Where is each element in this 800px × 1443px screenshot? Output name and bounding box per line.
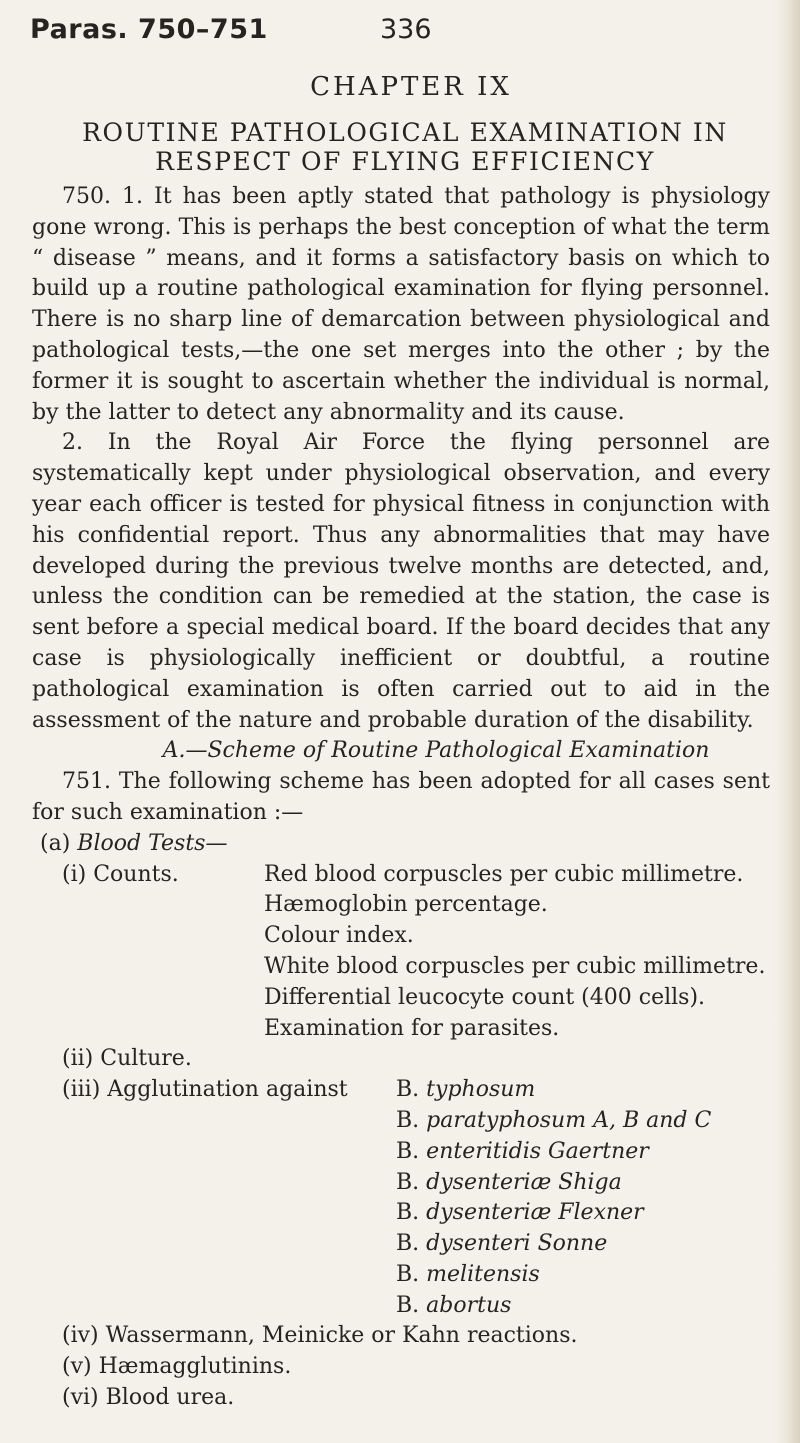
organism: enteritidis Gaertner <box>426 1138 649 1164</box>
list-item: Colour index. <box>264 923 414 949</box>
organism: dysenteriæ Flexner <box>426 1200 644 1226</box>
organism: paratyphosum A, B and C <box>426 1107 712 1133</box>
list-item: (vi) Blood urea. <box>62 1385 235 1411</box>
paragraph-750-2: 2. In the Royal Air Force the flying personnel are systematically kept under physiological observation, and every year each officer is tested for physical fitness in conjunction with his confidential report. Thus any abnormalities that may have developed during the previous twelve months are detected, and, unless the condition can be remedied at the station, the case is sent before a special medical board. If the board decides that any case is physiologically inefficient or doubtful, a routine pathological examination is often carried out to aid in the assessment of the nature and probable duration of the disability. <box>32 430 770 733</box>
genus-prefix: B. <box>396 1077 420 1103</box>
section-heading: A.—Scheme of Routine Pathological Examination <box>162 738 710 764</box>
organism: abortus <box>426 1292 512 1318</box>
blood-tests-title: Blood Tests— <box>77 830 228 856</box>
list-item: White blood corpuscles per cubic millimetre. <box>264 953 766 979</box>
list-label: (a) <box>40 830 71 856</box>
list-item <box>396 1291 770 1322</box>
genus-prefix: B. <box>396 1200 420 1226</box>
blood-tests-heading <box>32 829 770 860</box>
list-item <box>396 1106 770 1137</box>
list-item: Red blood corpuscles per cubic millimetre. <box>264 861 744 887</box>
organism: melitensis <box>426 1261 540 1287</box>
genus-prefix: B. <box>396 1231 420 1257</box>
blood-tests-list <box>32 829 770 1414</box>
counts-items <box>264 860 770 1045</box>
list-item <box>396 1137 770 1168</box>
agglutination-group <box>32 1075 770 1321</box>
running-header <box>0 8 800 48</box>
body-text <box>32 182 770 1414</box>
agglutination-items <box>396 1075 770 1321</box>
list-item: Hæmoglobin percentage. <box>264 892 548 918</box>
chapter-title-line: ROUTINE PATHOLOGICAL EXAMINATION IN <box>82 118 728 147</box>
list-item <box>396 1229 770 1260</box>
list-item: Examination for parasites. <box>264 1015 560 1041</box>
organism: dysenteriæ Shiga <box>426 1169 622 1195</box>
list-item <box>396 1168 770 1199</box>
page-edge <box>774 0 800 1443</box>
list-item: (iv) Wassermann, Meinicke or Kahn reactions. <box>62 1323 578 1349</box>
list-item <box>396 1260 770 1291</box>
paragraph-750-1: 750. 1. It has been aptly stated that pathology is physiology gone wrong. This is perhaps the best conception of what the term “ disease ” means, and it forms a satisfactory basis on which to build up a routine pathological examination for flying personnel. There is no sharp line of demarcation between physiological and pathological tests,—the one set merges into the other ; by the former it is sought to ascertain whether the individual is normal, by the latter to detect any abnormality and its cause. <box>32 184 770 425</box>
organism: dysenteri Sonne <box>426 1231 608 1257</box>
list-item <box>396 1198 770 1229</box>
culture-item: (ii) Culture. <box>62 1046 192 1072</box>
paragraph-range: Paras. 750–751 <box>30 14 268 45</box>
list-item: Differential leucocyte count (400 cells). <box>264 984 706 1010</box>
agglutination-label: (iii) Agglutination against <box>62 1077 348 1103</box>
organism: typhosum <box>426 1077 536 1103</box>
chapter-title-line: RESPECT OF FLYING EFFICIENCY <box>155 147 655 176</box>
page-number: 336 <box>380 14 432 45</box>
counts-label: (i) Counts. <box>62 861 179 887</box>
genus-prefix: B. <box>396 1169 420 1195</box>
chapter-heading: CHAPTER IX <box>310 72 512 102</box>
paragraph-751: 751. The following scheme has been adopted for all cases sent for such examination :— <box>32 769 770 825</box>
genus-prefix: B. <box>396 1261 420 1287</box>
chapter-title <box>25 118 785 176</box>
genus-prefix: B. <box>396 1107 420 1133</box>
genus-prefix: B. <box>396 1292 420 1318</box>
list-item <box>396 1075 770 1106</box>
genus-prefix: B. <box>396 1138 420 1164</box>
counts-group <box>32 860 770 1045</box>
list-item: (v) Hæmagglutinins. <box>62 1354 292 1380</box>
